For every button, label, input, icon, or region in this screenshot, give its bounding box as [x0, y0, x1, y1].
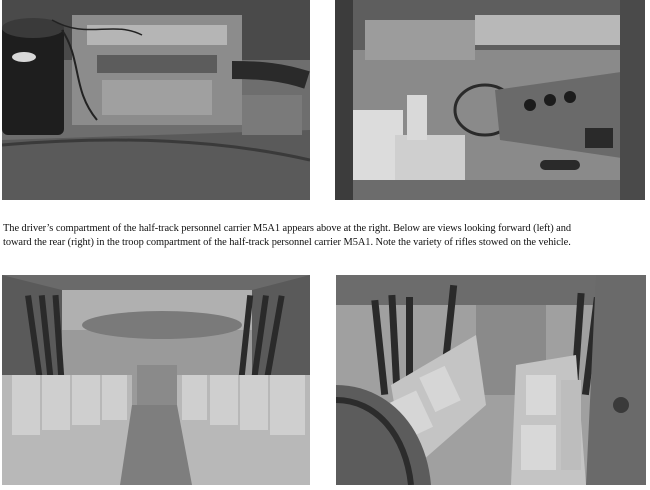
photo-driver-compartment — [335, 0, 645, 200]
caption-line-2: toward the rear (right) in the troop compartment of the half-track personnel carrier M5A1. Note the variety of rifles stowed on the vehicle. — [3, 237, 571, 248]
photo-troop-compartment-forward — [2, 275, 310, 485]
photo-troop-compartment-rear — [336, 275, 646, 485]
caption-line-1: The driver’s compartment of the half-track personnel carrier M5A1 appears above at the right. Below are views looking forward (left) and — [3, 223, 572, 234]
figure-caption — [3, 222, 648, 250]
photo-engine-compartment — [2, 0, 310, 200]
